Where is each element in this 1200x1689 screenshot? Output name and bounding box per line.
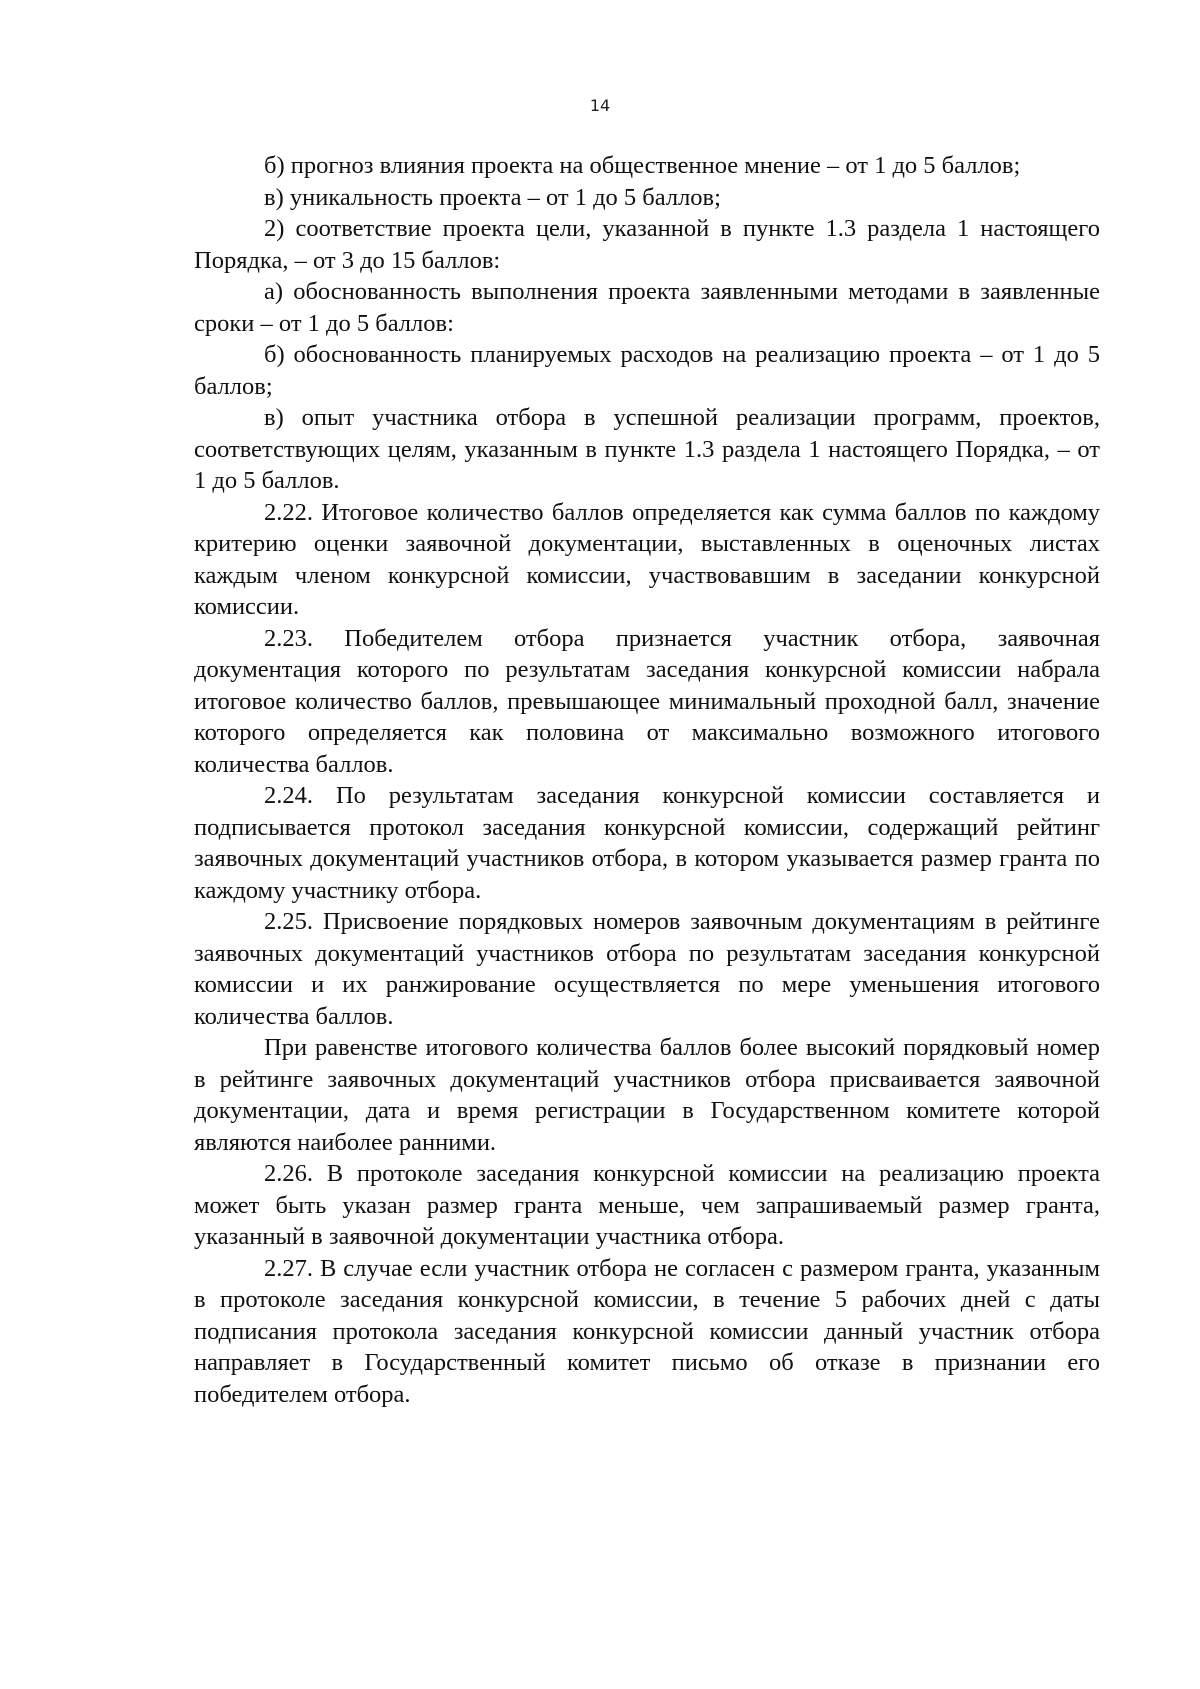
document-body [194, 150, 1100, 1410]
paragraph-equal-scores: При равенстве итогового количества баллов более высокий порядковый номер в рейтинге заявочных документаций участников отбора присваивается заявочной документации, дата и время регистрации в Государственном комитете которой являются наиболее ранними. [194, 1034, 1100, 1156]
paragraph-2-25: 2.25. Присвоение порядковых номеров заявочным документациям в рейтинге заявочных документаций участников отбора по результатам заседания конкурсной комиссии и их ранжирование осуществляется по мере уменьшения итогового количества баллов. [194, 908, 1100, 1030]
paragraph-2-24: 2.24. По результатам заседания конкурсной комиссии составляется и подписывается протокол заседания конкурсной комиссии, содержащий рейтинг заявочных документаций участников отбора, в котором указывается размер гранта по каждому участнику отбора. [194, 782, 1100, 904]
paragraph-2-22: 2.22. Итоговое количество баллов определяется как сумма баллов по каждому критерию оценки заявочной документации, выставленных в оценочных листах каждым членом конкурсной комиссии, участвовавшим в заседании конкурсной комиссии. [194, 498, 1100, 620]
paragraph-criterion-v-experience: в) опыт участника отбора в успешной реализации программ, проектов, соответствующих целям, указанным в пункте 1.3 раздела 1 настоящего Порядка, – от 1 до 5 баллов. [194, 404, 1100, 494]
paragraph-criterion-2-goal-compliance: 2) соответствие проекта цели, указанной в пункте 1.3 раздела 1 настоящего Порядка, – от 3 до 15 баллов: [194, 215, 1100, 274]
paragraph-criterion-b-expenses: б) обоснованность планируемых расходов на реализацию проекта – от 1 до 5 баллов; [194, 341, 1100, 400]
paragraph-criterion-b-public-opinion: б) прогноз влияния проекта на общественное мнение – от 1 до 5 баллов; [264, 152, 1021, 179]
paragraph-criterion-v-uniqueness: в) уникальность проекта – от 1 до 5 баллов; [264, 183, 721, 211]
page-number: 14 [589, 96, 611, 115]
paragraph-2-27: 2.27. В случае если участник отбора не согласен с размером гранта, указанным в протоколе заседания конкурсной комиссии, в течение 5 рабочих дней с даты подписания протокола заседания конкурсной комиссии данный участник отбора направляет в Государственный комитет письмо об отказе в признании его победителем отбора. [194, 1254, 1100, 1408]
paragraph-criterion-a-methods: а) обоснованность выполнения проекта заявленными методами в заявленные сроки – от 1 до 5 баллов: [194, 278, 1100, 337]
paragraph-2-26: 2.26. В протоколе заседания конкурсной комиссии на реализацию проекта может быть указан размер гранта меньше, чем запрашиваемый размер гранта, указанный в заявочной документации участника отбора. [194, 1160, 1100, 1250]
paragraph-2-23: 2.23. Победителем отбора признается участник отбора, заявочная документация которого по результатам заседания конкурсной комиссии набрала итоговое количество баллов, превышающее минимальный проходной балл, значение которого определяется как половина от максимально возможного итогового количества баллов. [194, 624, 1100, 778]
